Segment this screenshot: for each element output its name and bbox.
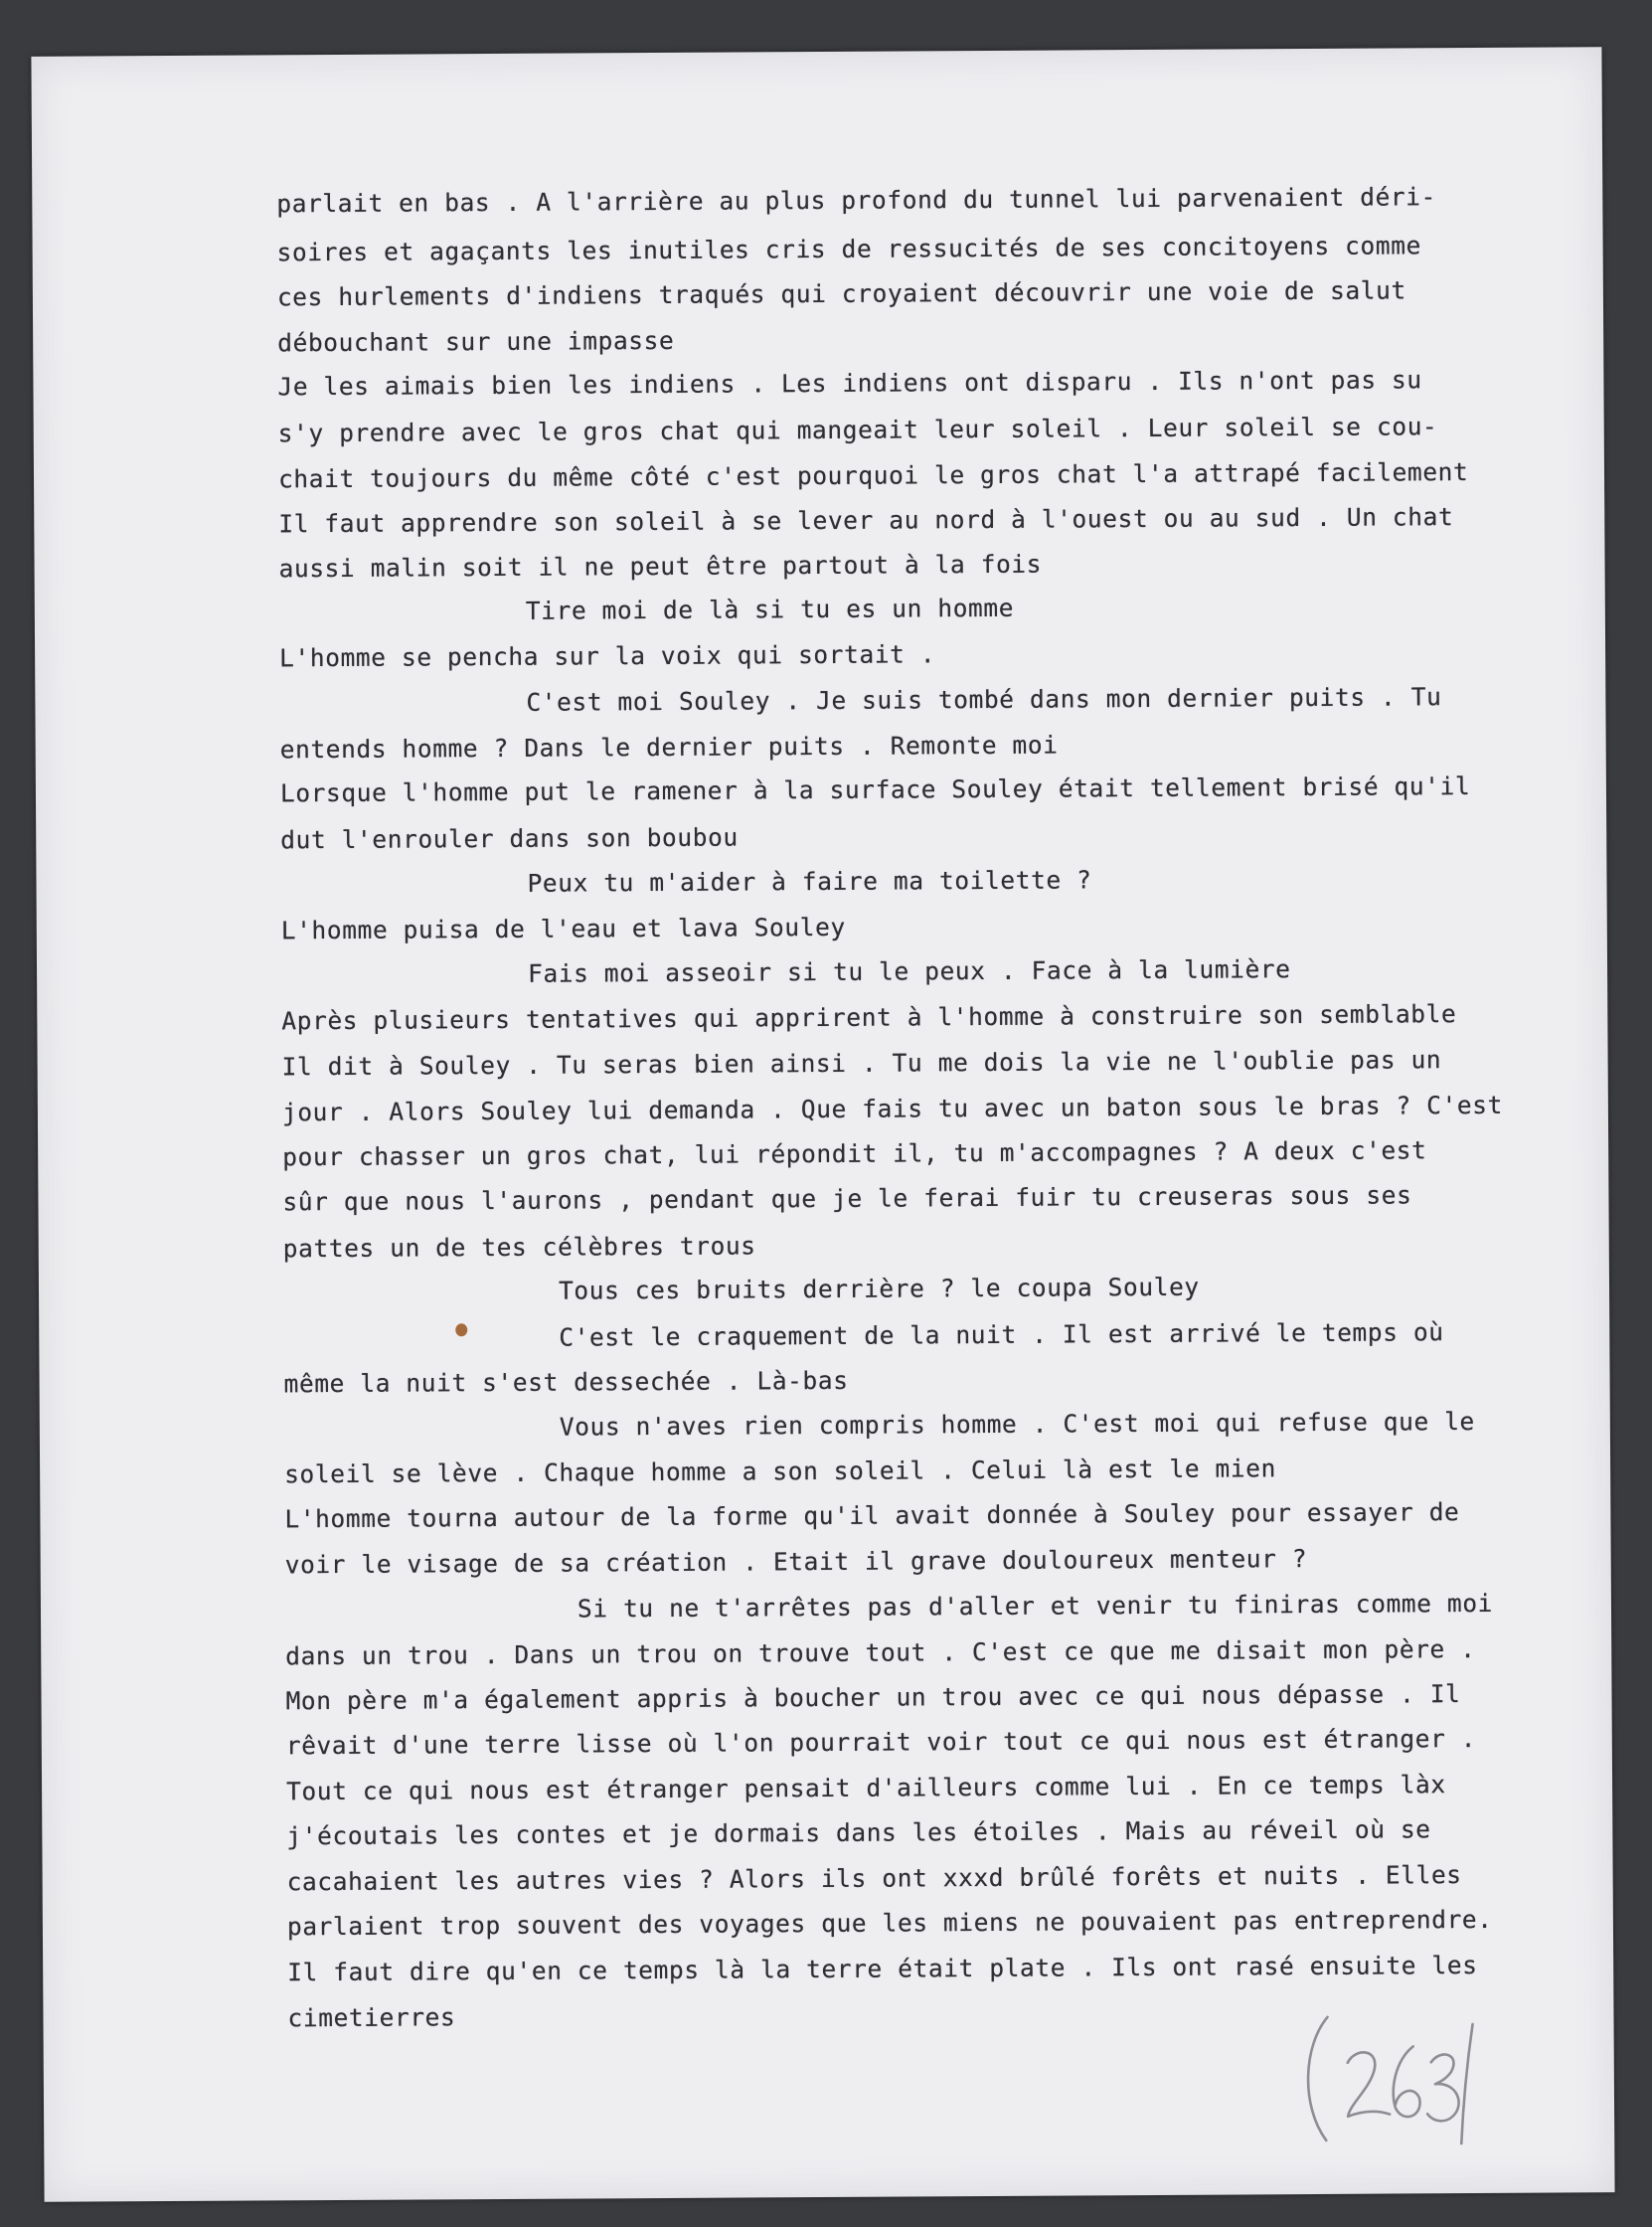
text-line: entends homme ? Dans le dernier puits . Remonte moi	[279, 730, 1059, 765]
text-line: Il dit à Souley . Tu seras bien ainsi . Tu me dois la vie ne l'oublie pas un	[281, 1045, 1442, 1082]
text-line: sûr que nous l'aurons , pendant que je le ferai fuir tu creuseras sous ses	[282, 1180, 1412, 1217]
text-line: pour chasser un gros chat, lui répondit il, tu m'accompagnes ? A deux c'est	[282, 1135, 1427, 1172]
text-line: Je les aimais bien les indiens . Les indiens ont disparu . Ils n'ont pas su	[277, 365, 1422, 402]
text-line: Il faut apprendre son soleil à se lever au nord à l'ouest ou au sud . Un chat	[278, 502, 1454, 539]
text-line: C'est le craquement de la nuit . Il est arrivé le temps où	[559, 1317, 1444, 1352]
text-line: L'homme tourna autour de la forme qu'il avait donnée à Souley pour essayer de	[284, 1497, 1460, 1534]
text-line: soires et agaçants les inutiles cris de ressucités de ses concitoyens comme	[276, 231, 1421, 267]
text-line: Vous n'aves rien compris homme . C'est moi qui refuse que le	[559, 1406, 1475, 1442]
text-line: L'homme se pencha sur la voix qui sortait .	[279, 639, 936, 673]
text-line: Peux tu m'aider à faire ma toilette ?	[527, 865, 1092, 898]
text-line: voir le visage de sa création . Etait il grave douloureux menteur ?	[284, 1544, 1308, 1580]
text-line: soleil se lève . Chaque homme a son soleil . Celui là est le mien	[284, 1454, 1276, 1489]
text-line: dans un trou . Dans un trou on trouve tout . C'est ce que me disait mon père .	[285, 1633, 1476, 1671]
text-line: ces hurlements d'indiens traqués qui croyaient découvrir une voie de salut	[276, 275, 1406, 312]
text-line: Lorsque l'homme put le ramener à la surface Souley était tellement brisé qu'il	[279, 771, 1471, 808]
text-line: Fais moi asseoir si tu le peux . Face à la lumière	[527, 954, 1291, 988]
text-line: Tout ce qui nous est étranger pensait d'ailleurs comme lui . En ce temps làx	[285, 1770, 1446, 1806]
text-line: chait toujours du même côté c'est pourquoi le gros chat l'a attrapé facilement	[277, 457, 1469, 494]
text-line: rêvait d'une terre lisse où l'on pourrait voir tout ce qui nous est étranger .	[285, 1723, 1477, 1761]
text-line: Tire moi de là si tu es un homme	[525, 593, 1015, 625]
text-line: C'est moi Souley . Je suis tombé dans mon dernier puits . Tu	[526, 682, 1442, 717]
text-line: parlaient trop souvent des voyages que les miens ne pouvaient pas entreprendre.	[286, 1904, 1493, 1942]
text-line: dut l'enrouler dans son boubou	[280, 822, 739, 855]
typescript-body	[31, 47, 1614, 2202]
text-line: pattes un de tes célèbres trous	[282, 1231, 756, 1264]
text-line: s'y prendre avec le gros chat qui mangeait leur soleil . Leur soleil se cou-	[277, 412, 1438, 448]
text-line: j'écoutais les contes et je dormais dans les étoiles . Mais au réveil où se	[286, 1814, 1431, 1851]
text-line: Tous ces bruits derrière ? le coupa Souley	[558, 1272, 1200, 1305]
text-line: Après plusieurs tentatives qui apprirent à l'homme à construire son semblable	[281, 999, 1457, 1036]
text-line: parlait en bas . A l'arrière au plus profond du tunnel lui parvenaient déri-	[276, 182, 1437, 219]
text-line: débouchant sur une impasse	[277, 325, 675, 358]
text-line: cacahaient les autres vies ? Alors ils ont xxxd brûlé forêts et nuits . Elles	[286, 1860, 1462, 1897]
text-line: Mon père m'a également appris à boucher un trou avec ce qui nous dépasse . Il	[285, 1679, 1461, 1716]
page-number-drawing	[1285, 2004, 1485, 2154]
text-line: jour . Alors Souley lui demanda . Que fais tu avec un baton sous le bras ? C'est	[281, 1090, 1504, 1127]
handwritten-page-number	[1285, 2004, 1485, 2154]
text-line: Si tu ne t'arrêtes pas d'aller et venir tu finiras comme moi	[577, 1588, 1494, 1624]
text-line: aussi malin soit il ne peut être partout à la fois	[278, 549, 1043, 584]
text-line: L'homme puisa de l'eau et lava Souley	[280, 912, 846, 945]
text-line: Il faut dire qu'en ce temps là la terre était plate . Ils ont rasé ensuite les	[287, 1950, 1478, 1987]
text-line: même la nuit s'est dessechée . Là-bas	[283, 1365, 849, 1399]
text-line: cimetierres	[287, 2002, 456, 2033]
typescript-page	[31, 47, 1614, 2202]
